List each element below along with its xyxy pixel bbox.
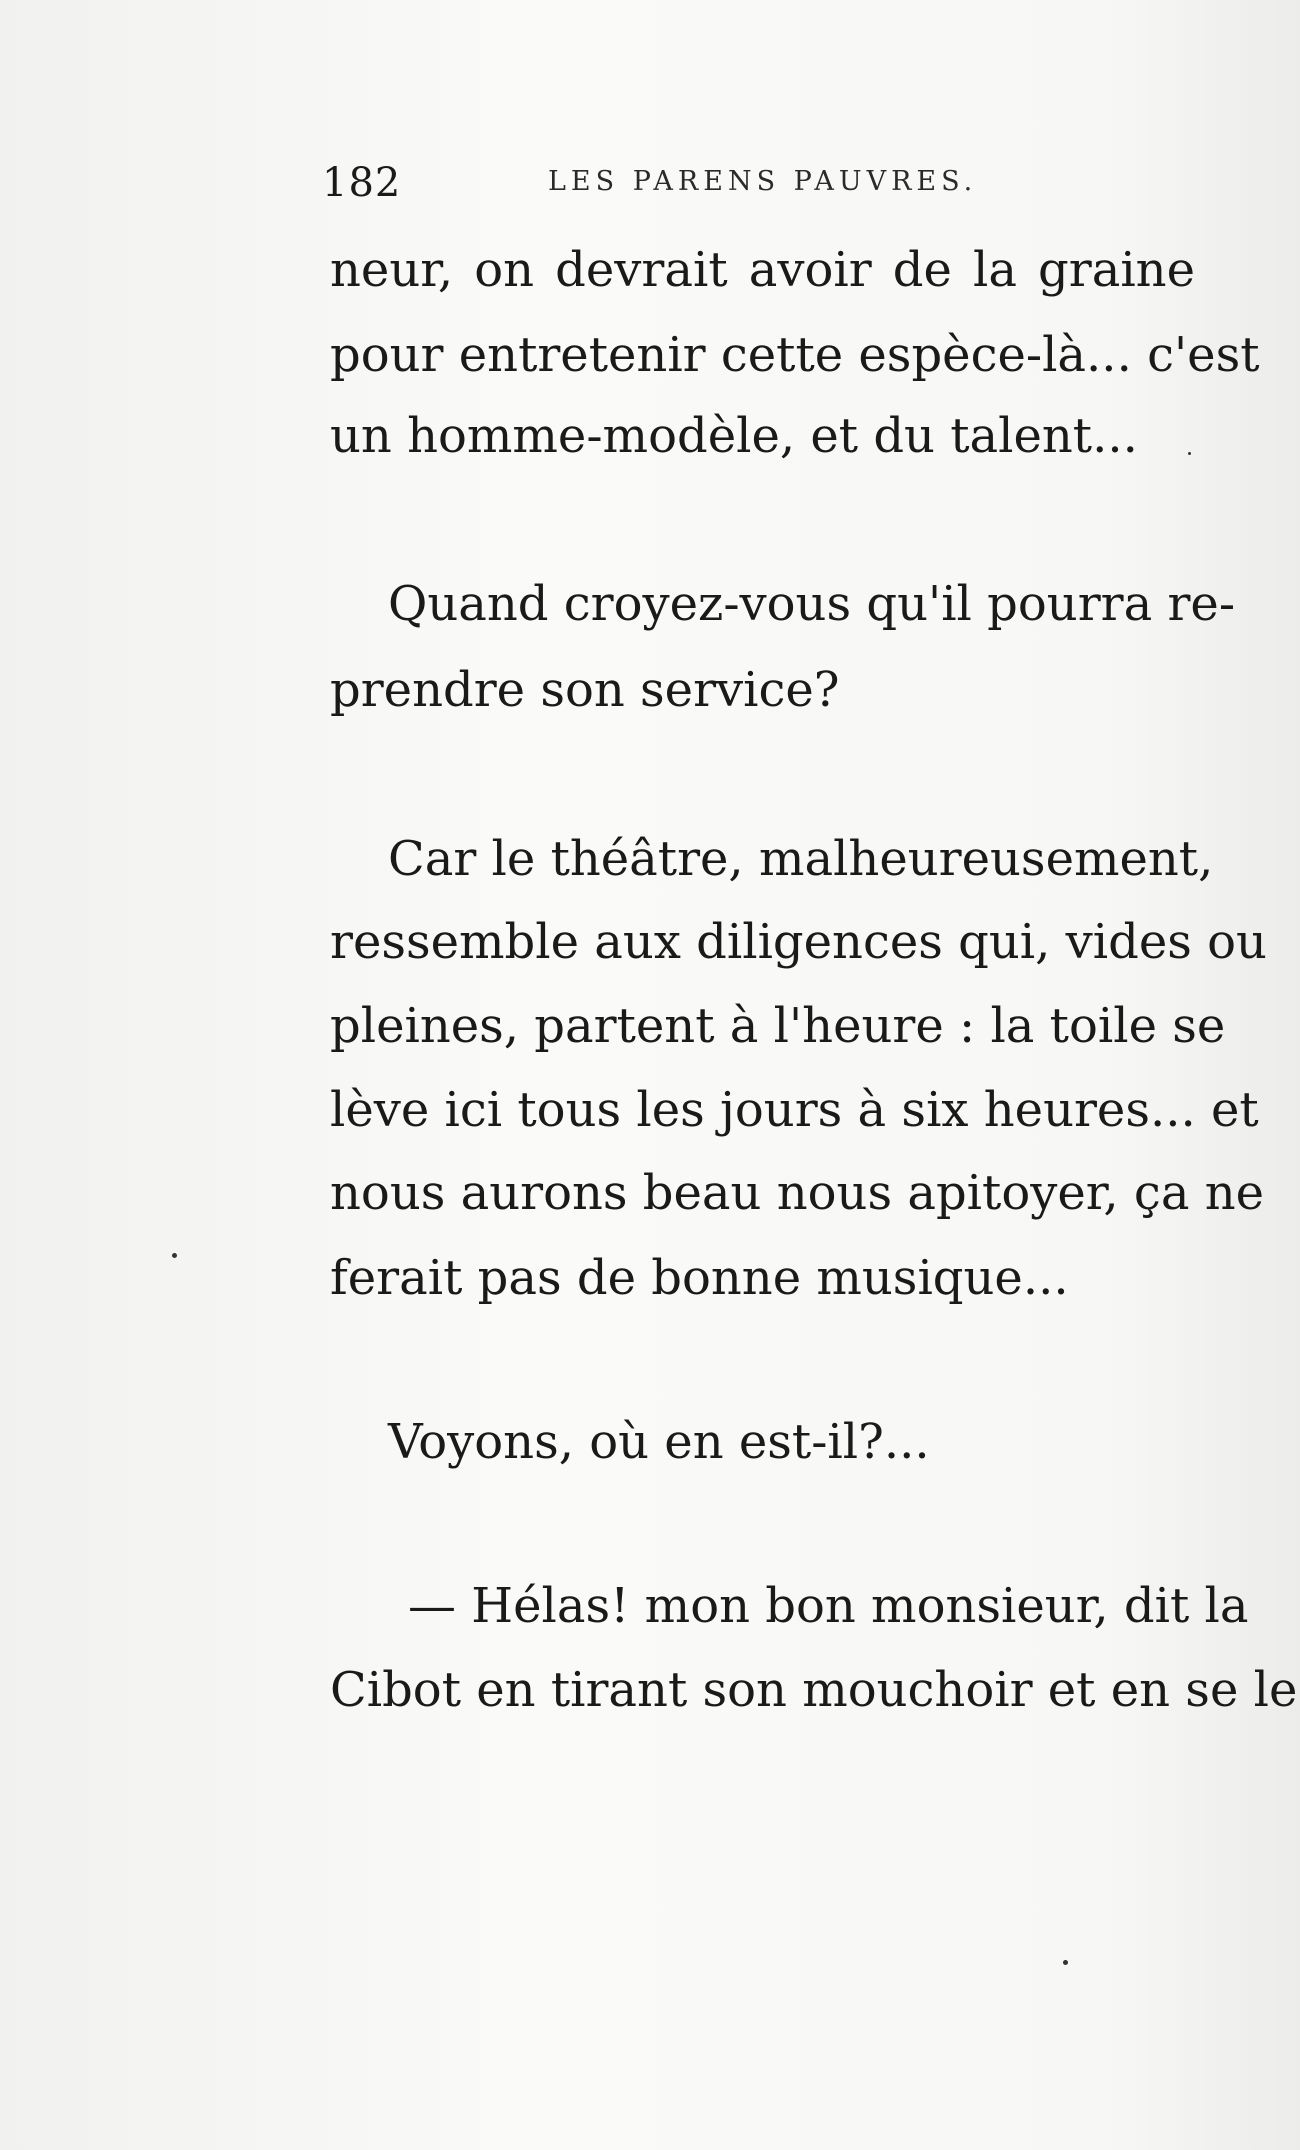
ink-speck	[1063, 1960, 1068, 1965]
text-line: Voyons, où en est-il?...	[388, 1414, 930, 1470]
text-line: pour entretenir cette espèce-là... c'est	[330, 327, 1260, 383]
text-line: Cibot en tirant son mouchoir et en se le	[330, 1662, 1298, 1718]
text-line: lève ici tous les jours à six heures... et	[330, 1082, 1259, 1138]
page-number: 182	[322, 160, 402, 206]
text-line: Quand croyez-vous qu'il pourra re-	[388, 576, 1236, 632]
text-line: ressemble aux diligences qui, vides ou	[330, 914, 1267, 970]
running-title: LES PARENS PAUVRES.	[548, 166, 978, 197]
text-line: — Hélas! mon bon monsieur, dit la	[408, 1578, 1249, 1634]
page-header	[322, 160, 1022, 210]
text-line: nous aurons beau nous apitoyer, ça ne	[330, 1165, 1265, 1221]
ink-speck	[1188, 452, 1191, 455]
ink-speck	[172, 1253, 177, 1258]
text-line: ferait pas de bonne musique...	[330, 1250, 1069, 1306]
text-line: neur, on devrait avoir de la graine	[330, 242, 1195, 298]
text-line: un homme-modèle, et du talent...	[330, 408, 1138, 464]
text-line: pleines, partent à l'heure : la toile se	[330, 998, 1226, 1054]
text-line: prendre son service?	[330, 662, 840, 718]
text-line: Car le théâtre, malheureusement,	[388, 831, 1214, 887]
